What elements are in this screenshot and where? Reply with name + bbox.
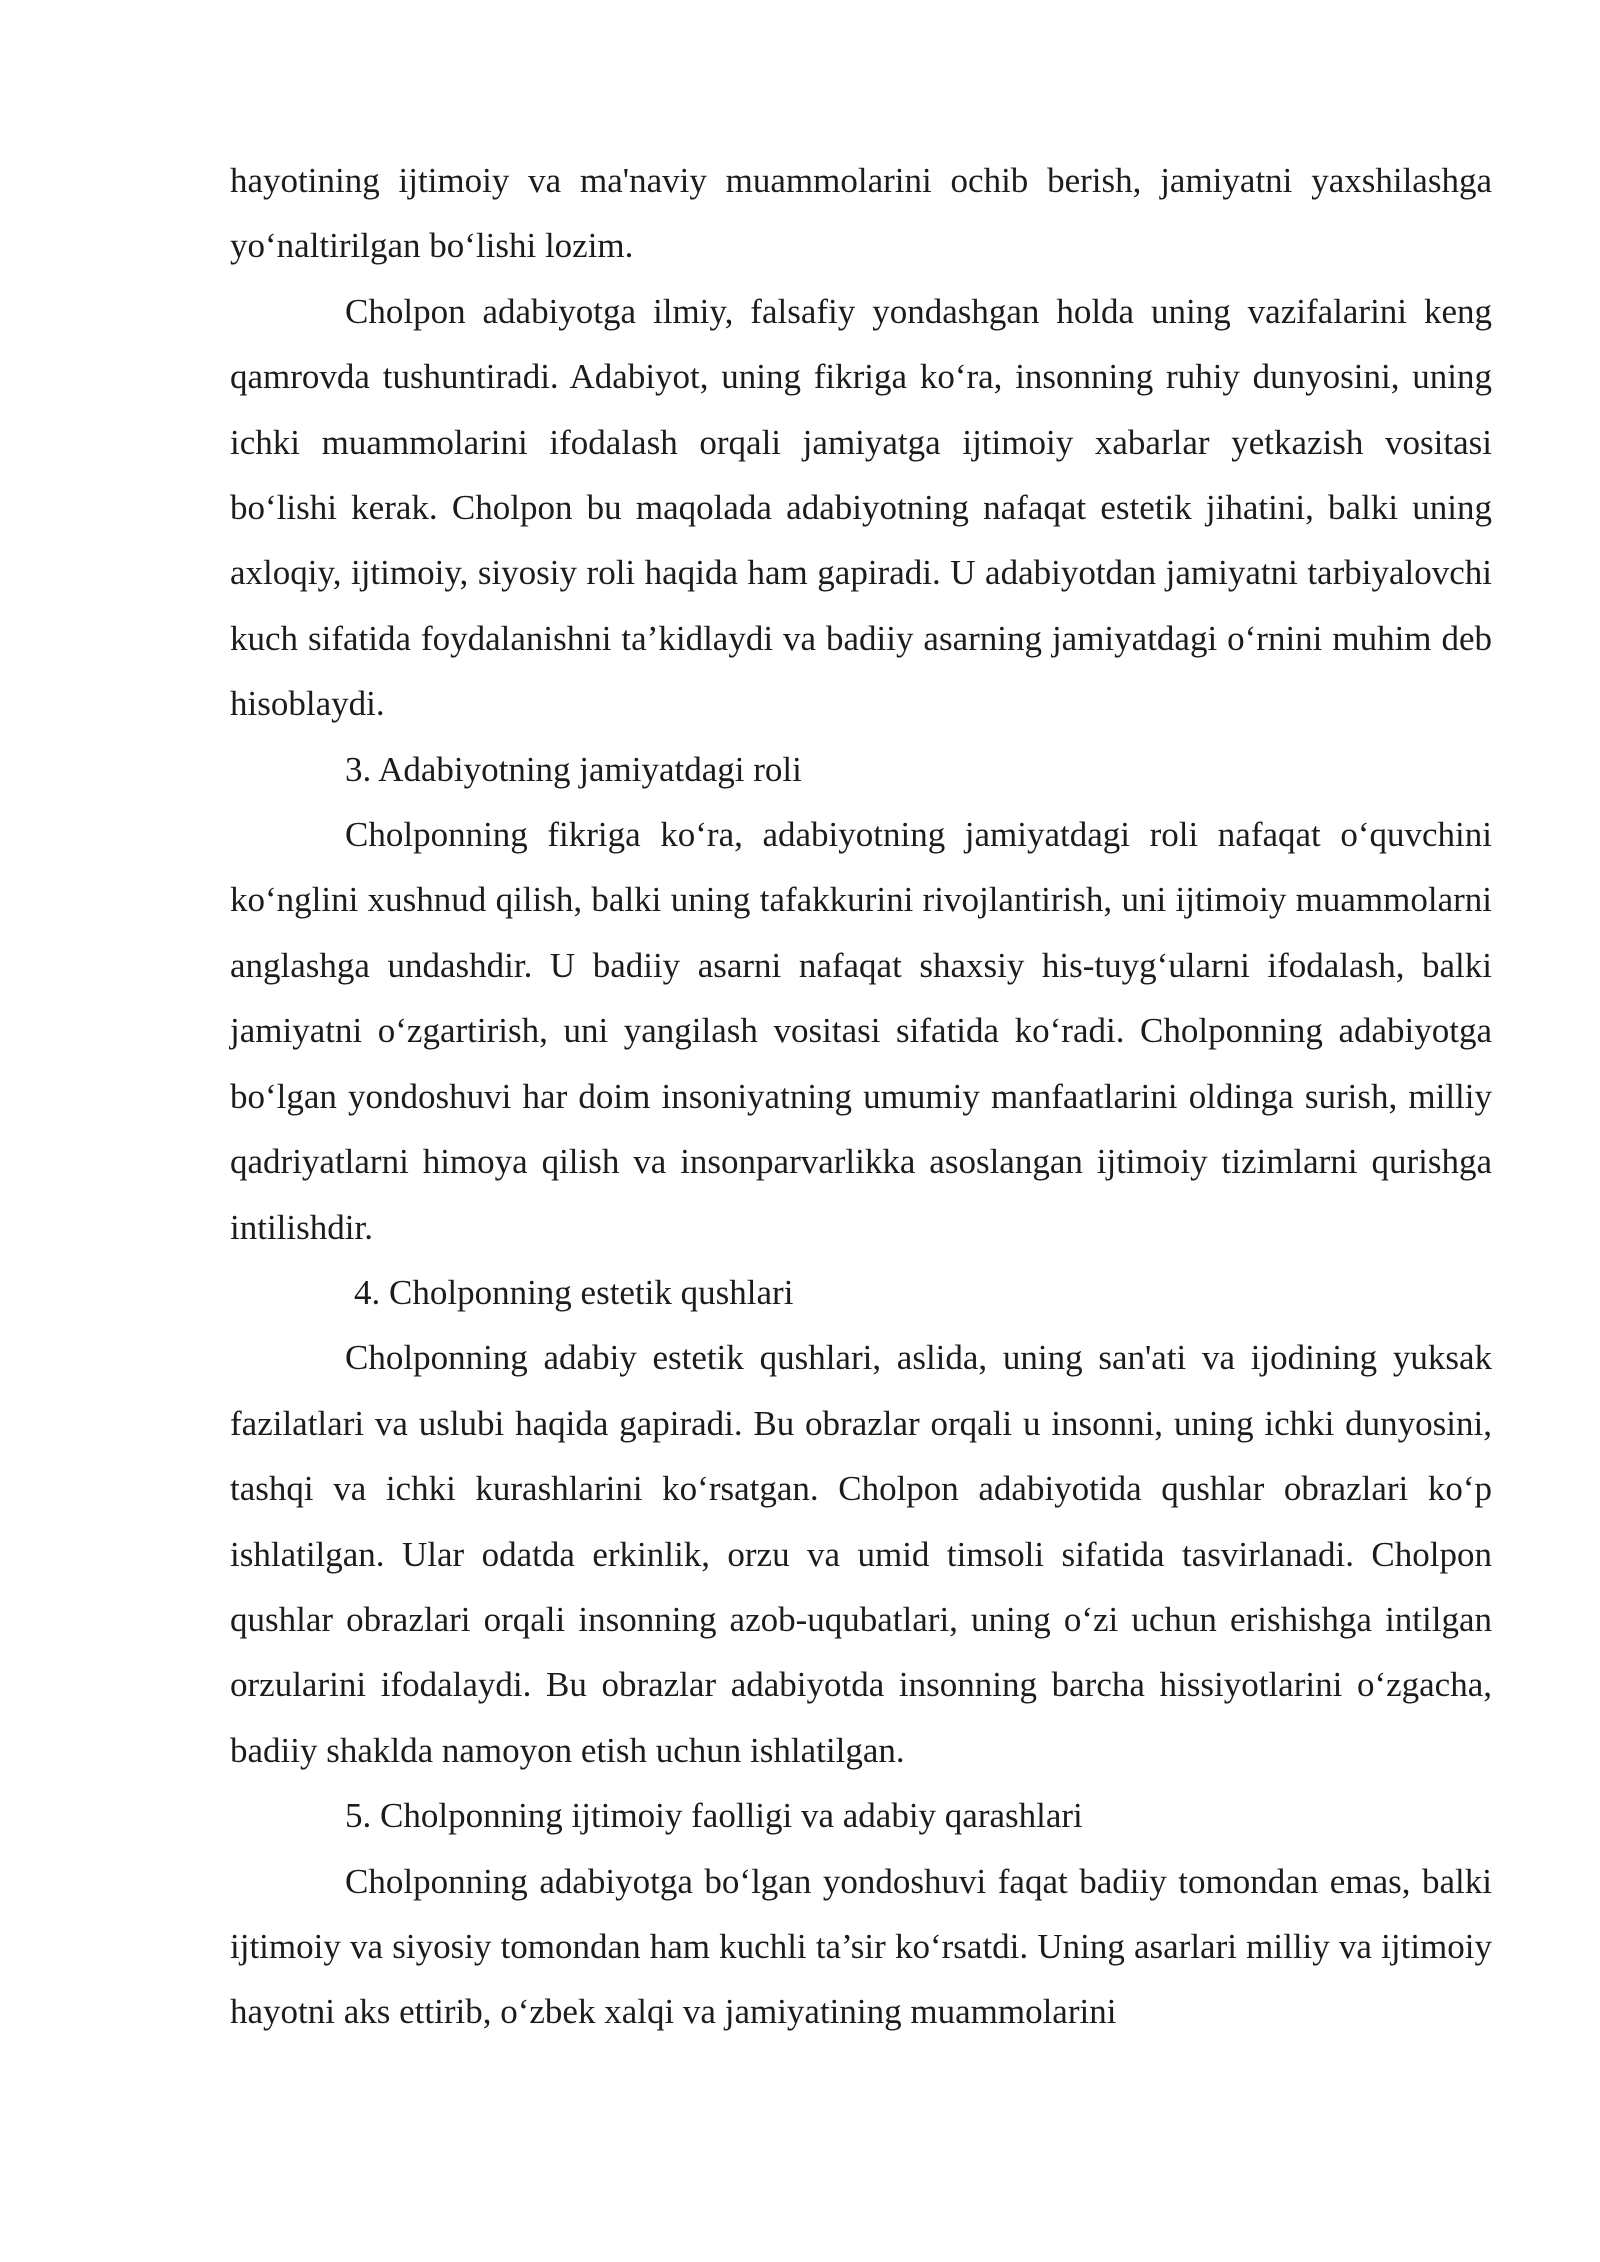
- section-heading-4: 4. Cholponning estetik qushlari: [354, 1272, 794, 1312]
- document-page: [230, 148, 1492, 2045]
- section-heading-5: 5. Cholponning ijtimoiy faolligi va adabiy qarashlari: [345, 1796, 1083, 1836]
- paragraph-jamiyatdagi-roli: Cholponning fikriga ko‘ra, adabiyotning jamiyatdagi roli nafaqat o‘quvchini ko‘nglini xushnud qilish, balki uning tafakkurini rivojlantirish, uni ijtimoiy muammolarni anglashga undashdir. U badiiy asarni nafaqat shaxsiy his-tuyg‘ularni ifodalash, balki jamiyatni o‘zgartirish, uni yangilash vositasi sifatida ko‘radi. Cholponning adabiyotga bo‘lgan yondoshuvi har doim insoniyatning umumiy manfaatlarini oldinga surish, milliy qadriyatlarni himoya qilish va insonparvarlikka asoslangan ijtimoiy tizimlarni qurishga intilishdir.: [230, 815, 1492, 1247]
- section-heading-3: 3. Adabiyotning jamiyatdagi roli: [345, 749, 802, 789]
- paragraph-adabiyot-vazifalari: Cholpon adabiyotga ilmiy, falsafiy yondashgan holda uning vazifalarini keng qamrovda tushuntiradi. Adabiyot, uning fikriga ko‘ra, insonning ruhiy dunyosini, uning ichki muammolarini ifodalash orqali jamiyatga ijtimoiy xabarlar yetkazish vositasi bo‘lishi kerak. Cholpon bu maqolada adabiyotning nafaqat estetik jihatini, balki uning axloqiy, ijtimoiy, siyosiy roli haqida ham gapiradi. U adabiyotdan jamiyatni tarbiyalovchi kuch sifatida foydalanishni ta’kidlaydi va badiiy asarning jamiyatdagi o‘rnini muhim deb hisoblaydi.: [230, 291, 1492, 724]
- paragraph-ijtimoiy-faolligi: Cholponning adabiyotga bo‘lgan yondoshuvi faqat badiiy tomondan emas, balki ijtimoiy va siyosiy tomondan ham kuchli ta’sir ko‘rsatdi. Uning asarlari milliy va ijtimoiy hayotni aks ettirib, o‘zbek xalqi va jamiyatining muammolarini: [230, 1861, 1492, 2032]
- paragraph-estetik-qushlari: Cholponning adabiy estetik qushlari, aslida, uning san'ati va ijodining yuksak fazilatlari va uslubi haqida gapiradi. Bu obrazlar orqali u insonni, uning ichki dunyosini, tashqi va ichki kurashlarini ko‘rsatgan. Cholpon adabiyotida qushlar obrazlari ko‘p ishlatilgan. Ular odatda erkinlik, orzu va umid timsoli sifatida tasvirlanadi. Cholpon qushlar obrazlari orqali insonning azob-uqubatlari, uning o‘zi uchun erishishga intilgan orzularini ifodalaydi. Bu obrazlar adabiyotda insonning barcha hissiyotlarini o‘zgacha, badiiy shaklda namoyon etish uchun ishlatilgan.: [230, 1338, 1492, 1770]
- paragraph-continuation: hayotining ijtimoiy va ma'naviy muammolarini ochib berish, jamiyatni yaxshilashga yo‘naltirilgan bo‘lishi lozim.: [230, 161, 1492, 266]
